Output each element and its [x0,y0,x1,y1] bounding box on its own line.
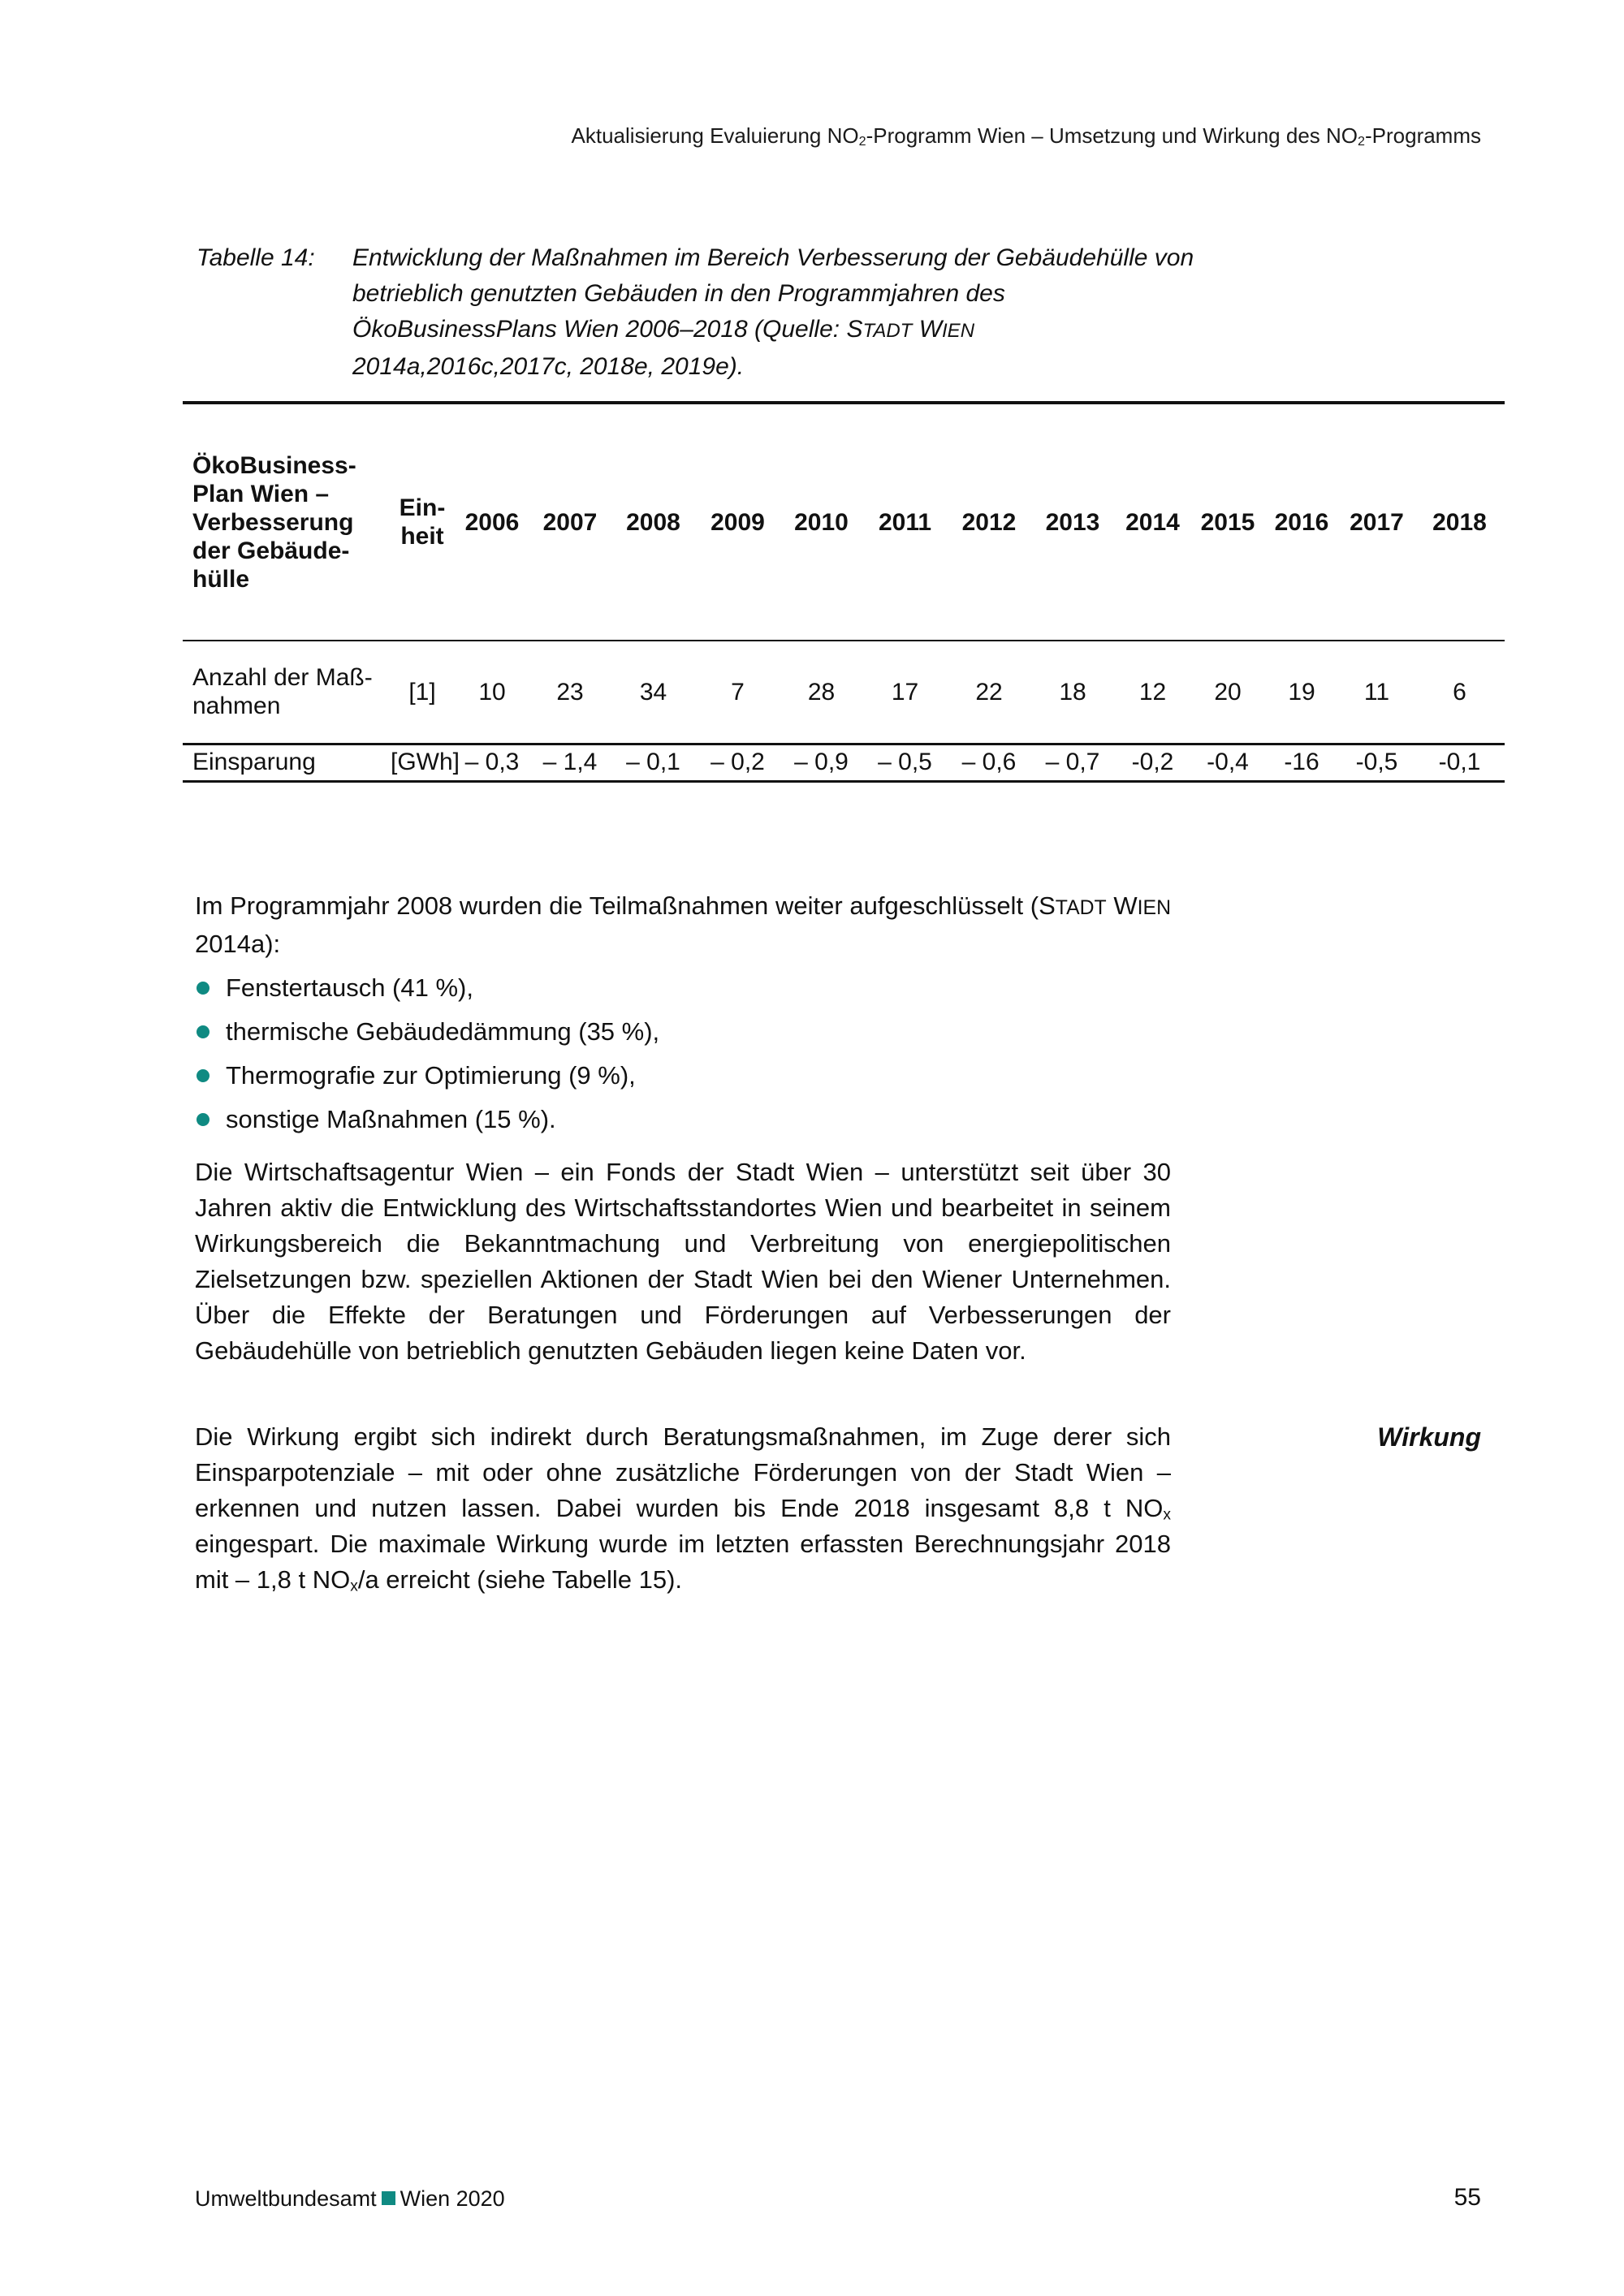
header-year: 2016 [1264,403,1339,641]
table-cell: 17 [863,641,947,744]
header-year: 2009 [696,403,780,641]
caption-text: Entwicklung der Maßnahmen im Bereich Verbesserung der Gebäudehülle von betrieblich genutzten Gebäuden in den Programmjahren des ÖkoBusinessPlans Wien 2006–2018 (Quelle: STADT WIEN 2014a,2016c,2017c, 2018e, 2019e). [352,244,1194,380]
table-header-row [183,403,1505,641]
bullet-dot-icon [197,982,209,995]
header-year: 2012 [947,403,1031,641]
table-cell: 34 [611,641,696,744]
list-item: thermische Gebäudedämmung (35 %), [195,1010,659,1054]
bullet-dot-icon [197,1025,209,1038]
header-year: 2015 [1191,403,1264,641]
row-unit: [GWh] [390,744,455,781]
footer-publisher: Umweltbundesamt Wien 2020 [195,2186,505,2211]
header-year: 2013 [1031,403,1114,641]
table-cell: – 0,9 [780,744,863,781]
row-label: Einsparung [183,744,390,781]
header-year: 2006 [455,403,529,641]
page-number: 55 [1453,2184,1481,2211]
header-year: 2017 [1339,403,1415,641]
table-cell: 6 [1415,641,1505,744]
bullet-dot-icon [197,1069,209,1082]
list-item: Fenstertausch (41 %), [195,966,659,1010]
table-cell: 11 [1339,641,1415,744]
table-cell: – 0,7 [1031,744,1114,781]
header-year: 2007 [529,403,611,641]
table-cell: 18 [1031,641,1114,744]
table-cell: -0,4 [1191,744,1264,781]
table-cell: – 0,6 [947,744,1031,781]
bullet-list [195,966,659,1142]
bullet-dot-icon [197,1113,209,1126]
margin-note: Wirkung [1377,1422,1481,1452]
row-unit: [1] [390,641,455,744]
list-item: Thermografie zur Optimierung (9 %), [195,1054,659,1098]
header-program: ÖkoBusiness- Plan Wien – Verbesserung der Gebäude- hülle [183,403,390,641]
running-header: Aktualisierung Evaluierung $NO_2$-Programm Wien – Umsetzung und Wirkung des $NO_2$-Programms [571,123,1481,149]
paragraph-wirtschaftsagentur: Die Wirtschaftsagentur Wien – ein Fonds der Stadt Wien – unterstützt seit über 30 Jahren aktiv die Entwicklung des Wirtschaftsstandortes Wien und bearbeitet in seinem Wirkungsbereich die Bekanntmachung und Verbreitung von energiepolitischen Zielsetzungen bzw. speziellen Aktionen der Stadt Wien bei den Wiener Unternehmen. Über die Effekte der Beratungen und Förderungen auf Verbesserungen der Gebäudehülle von betrieblich genutzten Gebäuden liegen keine Daten vor. [195,1158,1171,1365]
paragraph-intro: Im Programmjahr 2008 wurden die Teilmaßnahmen weiter aufgeschlüsselt (STADT WIEN 2014a): [195,891,1171,958]
table-cell: -0,2 [1114,744,1191,781]
row-label: Anzahl der Maß- nahmen [183,641,390,744]
header-year: 2018 [1415,403,1505,641]
header-unit: Ein- heit [390,403,455,641]
list-item: sonstige Maßnahmen (15 %). [195,1098,659,1142]
table-cell: 7 [696,641,780,744]
header-year: 2008 [611,403,696,641]
table-cell: 19 [1264,641,1339,744]
measures-table [183,401,1505,783]
table-cell: 20 [1191,641,1264,744]
table-cell: – 0,3 [455,744,529,781]
footer-square-icon [382,2191,395,2205]
table-cell: 23 [529,641,611,744]
table-cell: 10 [455,641,529,744]
table-cell: -0,1 [1415,744,1505,781]
header-year: 2011 [863,403,947,641]
table-row [183,744,1505,781]
caption-label: Tabelle 14: [197,244,315,271]
table-cell: – 0,2 [696,744,780,781]
table-cell: 22 [947,641,1031,744]
table-cell: – 0,1 [611,744,696,781]
header-year: 2014 [1114,403,1191,641]
table-cell: -16 [1264,744,1339,781]
table-cell: 28 [780,641,863,744]
table-cell: – 1,4 [529,744,611,781]
table-cell: 12 [1114,641,1191,744]
table-cell: – 0,5 [863,744,947,781]
table-cell: -0,5 [1339,744,1415,781]
paragraph-wirkung: Die Wirkung ergibt sich indirekt durch Beratungsmaßnahmen, im Zuge derer sich Einsparpotenziale – mit oder ohne zusätzliche Förderungen von der Stadt Wien – erkennen und nutzen lassen. Dabei wurden bis Ende 2018 insgesamt 8,8 t $NO_x$ eingespart. Die maximale Wirkung wurde im letzten erfassten Berechnungsjahr 2018 mit – 1,8 t $NO_x/a$ erreicht (siehe Tabelle 15). [195,1422,1171,1595]
table-row [183,641,1505,744]
header-year: 2010 [780,403,863,641]
